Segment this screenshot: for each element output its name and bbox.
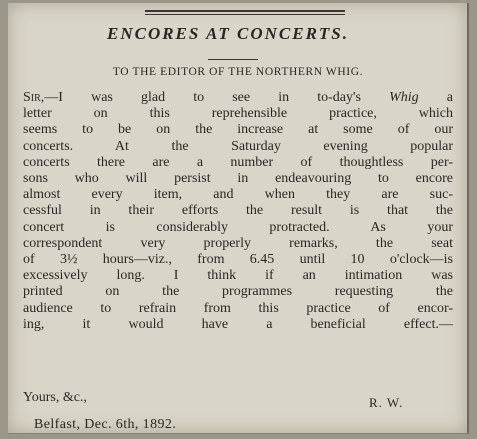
headline: ENCORES AT CONCERTS. [106,24,350,43]
letter-line [23,90,453,106]
letter-line: printed on the programmes requesting the [23,284,453,300]
letter-line: excessively long. I think if an intimation was [23,268,453,284]
letter-line: of 3½ hours—viz., from 6.45 until 10 o'clock—is [23,252,453,268]
letter-line: letter on this reprehensible practice, which [23,106,453,122]
letter-line-text: a [418,90,453,105]
dateline: Belfast, Dec. 6th, 1892. [34,417,177,432]
signature-initials: R. W. [369,395,404,410]
letter-line: sons who will persist in endeavouring to encore [23,171,453,187]
letter-line: cessful in their efforts the result is that the [23,203,453,219]
header-rule-thin [145,14,345,15]
newspaper-clipping [8,3,469,434]
header-rule [145,10,345,12]
headline-divider [208,59,258,60]
newspaper-name: Whig [389,90,419,105]
subheading: TO THE EDITOR OF THE NORTHERN WHIG. [112,66,364,78]
letter-line: seems to be on the increase at some of our [23,122,453,138]
letter-line: ing, it would have a beneficial effect.— [23,316,453,332]
letter-line: audience to refrain from this practice of encor- [23,300,453,316]
letter-line: concerts. At the Saturday evening popular [23,138,453,154]
letter-line: concert is considerably protracted. As your [23,219,453,235]
salutation: Sir, [23,90,45,105]
letter-line-text: —I was glad to see in to-day's [44,90,390,105]
closing: Yours, &c., [23,390,87,405]
letter-line: concerts there are a number of thoughtless per- [23,154,453,170]
letter-line: correspondent very properly remarks, the seat [23,235,453,251]
letter-body [23,90,453,333]
letter-line: almost every item, and when they are suc- [23,187,453,203]
